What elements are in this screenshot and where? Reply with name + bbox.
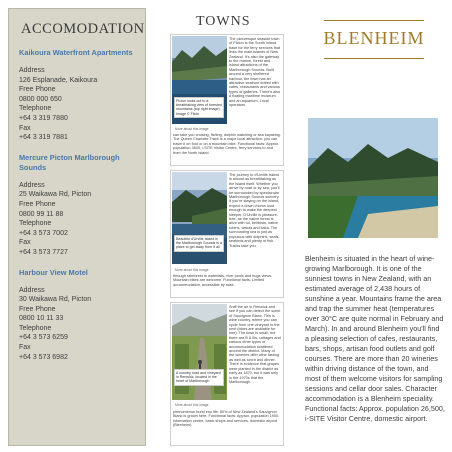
title-rule-bottom bbox=[324, 58, 424, 59]
address-label: Address bbox=[19, 181, 45, 189]
town-description-continued: through rainforest to waterfalls, river pools and huge views. Mountain bikes are welcome. Functional facts: Limited accommodation, accessible by road. bbox=[173, 274, 273, 287]
accommodation-title: ACCOMODATION bbox=[21, 21, 145, 37]
telephone-label: Telephone bbox=[19, 105, 52, 113]
blenheim-description: Blenheim is situated in the heart of wine-growing Marlborough. It is one of the sunniest towns in New Zealand, with an estimated average of 2,438 hours of sunshine a year. Mountains frame the area and trap the summer heat (temperatures over 30°C are quite normal in February and March). In and around Blenheim you'll find a pleasing selection of cafes, restaurants, bars, shops, artisan food outlets and golf courses. There are more than 20 wineries within driving distance of the town, and most of them welcome visitors for sampling sessions and cellar door sales. Character accommodation is a Blenheim speciality. Functional facts: Approx. population 26,500, i-SITE Visitor Centre, domestic airport. bbox=[305, 254, 445, 423]
town-description: The picturesque seaside town of Picton is the South Island base for the ferry services that links the main islands of New Zealand. It's also the gateway to the marine, forest and island attractions of the Marlborough Sounds. Built around a very sheltered harbour, the town has an attractive seafront dotted with cafes, restaurants and various types of galleries. There's also a floating maritime museum and an aquarium. Local operators bbox=[229, 37, 281, 108]
accommodation-item bbox=[19, 48, 137, 143]
town-description-continued: can take you cruising, fishing, dolphin watching or sea kayaking. The Queen Charlotte Track is a major local attraction; you can travel it on foot or on a mountain bike. Functional facts: Approx. population 3600, i-SITE Visitor Centre, ferry services to and from the North Island. bbox=[173, 133, 281, 155]
telephone-value: +64 3 319 7880 bbox=[19, 114, 68, 122]
telephone-label: Telephone bbox=[19, 324, 52, 332]
fax-label: Fax bbox=[19, 239, 31, 247]
accommodation-name-link[interactable]: Mercure Picton Marlborough Sounds bbox=[19, 152, 120, 172]
blenheim-photo bbox=[308, 118, 438, 238]
free-phone-label: Free Phone bbox=[19, 86, 56, 94]
more-about-image-link[interactable]: More about this image bbox=[175, 127, 209, 131]
fax-value: +64 3 573 6982 bbox=[19, 353, 68, 361]
more-about-image-link[interactable]: More about this image bbox=[175, 403, 209, 407]
town-description: Sniff the air in Renwick and see if you can detect the scent of Sauvignon Blanc. This is wine country, where you can cycle from one vineyard to the next (bikes are available for hire). The town is small, but there are B & Bs, cottages and various other types of accommodation scattered around the district. Many of the wineries offer wine tasting as well as lunch and dinner. There is evidence that grapes were planted in the district as early as 1870, but it was only in the 1970s that the Marlborough bbox=[229, 305, 281, 384]
address-label: Address bbox=[19, 286, 45, 294]
address-value: 30 Waikawa Rd, Picton bbox=[19, 296, 92, 304]
blenheim-title: BLENHEIM bbox=[323, 28, 425, 48]
town-card-picton bbox=[170, 34, 284, 166]
town-card-renwick bbox=[170, 302, 284, 446]
towns-title: TOWNS bbox=[196, 14, 251, 29]
title-rule-top bbox=[324, 20, 424, 21]
town-description-continued: phenomenon burst into life. 80% of New Zealand's Sauvignon Blanc is grown here. Functional facts: Approx. population 1900, information centre, basic shops and services, domestic airport (Blenheim). bbox=[173, 410, 280, 428]
address-label: Address bbox=[19, 67, 45, 74]
free-phone-value: 0800 10 11 33 bbox=[19, 315, 64, 323]
address-value: 25 Waikawa Rd, Picton bbox=[19, 191, 92, 199]
more-about-image-link[interactable]: More about this image bbox=[175, 268, 209, 272]
accommodation-name-link[interactable]: Kaikoura Waterfront Apartments bbox=[19, 48, 133, 57]
fax-label: Fax bbox=[19, 124, 31, 132]
telephone-value: +64 3 573 7002 bbox=[19, 229, 68, 237]
free-phone-value: 0800 000 650 bbox=[19, 95, 62, 103]
free-phone-label: Free Phone bbox=[19, 305, 56, 313]
town-description: The journey to d'Urville Island is almost as breathtaking as the island itself. Whether you arrive by road or by sea, you'll be surrounded by spectacular Marlborough Sounds scenery. If you're staying on the island, expect a down chorus loud enough to wake the deepest sleeper. D'Urville is pleasure-free, as the native forest is alive with tui, bellbirds, native robins, wekas and kaka. The surrounding sea is just as populous with dolphins, seals, seabirds and plenty of fish. Tracks take you bbox=[229, 173, 280, 248]
accommodation-item bbox=[19, 153, 137, 258]
telephone-label: Telephone bbox=[19, 220, 52, 228]
town-caption: Beautiful d'Urville Island in the Marlborough Sounds is a place to get away from it all bbox=[174, 235, 224, 252]
accommodation-panel bbox=[8, 8, 146, 446]
free-phone-label: Free Phone bbox=[19, 200, 56, 208]
fax-label: Fax bbox=[19, 344, 31, 352]
town-caption: Picton looks out to a breathtaking view of forested mountains (top right image) Image © Flickr bbox=[174, 97, 224, 118]
fax-value: +64 3 573 7727 bbox=[19, 248, 68, 256]
accommodation-name-link[interactable]: Harbour View Motel bbox=[19, 267, 88, 277]
telephone-value: +64 3 573 6259 bbox=[19, 334, 68, 342]
accommodation-item bbox=[19, 268, 137, 363]
town-card-durville bbox=[170, 170, 284, 298]
fax-value: +64 3 319 7881 bbox=[19, 134, 68, 142]
address-value: 126 Esplanade, Kaikoura bbox=[19, 76, 98, 84]
town-caption: A country road and vineyard in Renwick, located in the heart of Marlborough bbox=[174, 369, 224, 386]
free-phone-value: 0800 99 11 88 bbox=[19, 210, 64, 218]
